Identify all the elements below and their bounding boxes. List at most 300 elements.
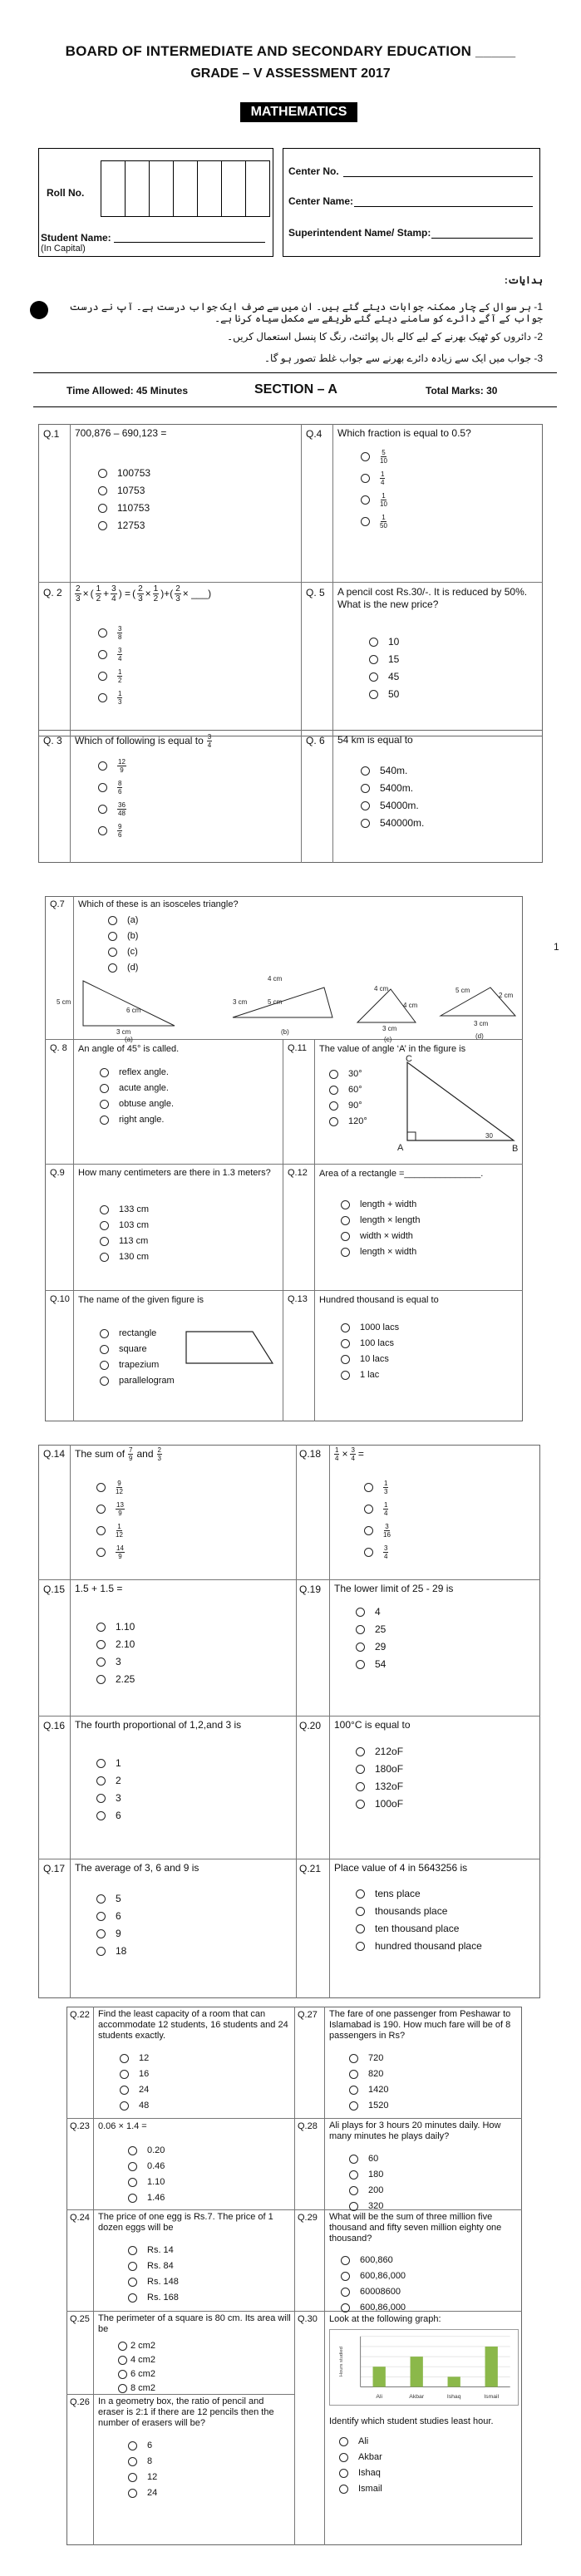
radio-circle-icon: [341, 2303, 350, 2312]
q15-option-b[interactable]: 2.10: [96, 1638, 135, 1650]
q5-option-b[interactable]: 15: [369, 653, 399, 665]
chart-bar: [373, 2367, 386, 2386]
q11-number: Q.11: [288, 1043, 308, 1053]
q6-text: 54 km is equal to: [337, 734, 413, 746]
roll-no-boxes[interactable]: [101, 160, 270, 217]
q21-number: Q.21: [299, 1863, 322, 1874]
radio-circle-icon: [96, 1794, 106, 1803]
radio-circle-icon: [98, 628, 107, 638]
q19-option-d[interactable]: 54: [356, 1658, 386, 1670]
radio-circle-icon: [341, 1200, 350, 1209]
center-name-line[interactable]: [354, 206, 533, 207]
instructions-title: ہدایات:: [504, 274, 543, 286]
q30-option-d[interactable]: Ismail: [339, 2483, 382, 2495]
svg-text:5 cm: 5 cm: [268, 998, 283, 1006]
radio-circle-icon: [96, 1759, 106, 1768]
radio-circle-icon: [356, 1765, 365, 1774]
radio-circle-icon: [120, 2086, 129, 2095]
svg-text:2 cm: 2 cm: [499, 992, 514, 999]
radio-circle-icon: [98, 504, 107, 513]
q3-option-b[interactable]: $\frac{8}{6}$: [98, 780, 126, 795]
filled-circle-example: [30, 301, 48, 319]
radio-circle-icon: [369, 638, 378, 647]
q27-option-b[interactable]: 820: [349, 2068, 388, 2080]
q22-option-a[interactable]: 12: [120, 2052, 149, 2064]
radio-circle-icon: [98, 826, 107, 835]
radio-circle-icon: [341, 2256, 350, 2265]
q26-number: Q.26: [70, 2397, 90, 2407]
q25-option-b[interactable]: 4 cm2: [118, 2354, 155, 2366]
q4-option-a[interactable]: $\frac{5}{10}$: [361, 449, 387, 465]
q7-option-d[interactable]: (d): [108, 962, 138, 973]
q29-number: Q.29: [298, 2213, 318, 2223]
q4-text: Which fraction is equal to 0.5?: [337, 427, 471, 439]
radio-circle-icon: [341, 2288, 350, 2297]
q4-option-c[interactable]: $\frac{1}{10}$: [361, 492, 387, 508]
q17-option-c[interactable]: 9: [96, 1928, 126, 1939]
radio-circle-icon: [361, 495, 370, 505]
q24-number: Q.24: [70, 2213, 90, 2223]
q12-option-a[interactable]: length + width: [341, 1199, 420, 1210]
q5-option-c[interactable]: 45: [369, 671, 399, 682]
radio-circle-icon: [98, 783, 107, 792]
radio-circle-icon: [98, 650, 107, 659]
radio-circle-icon: [118, 2342, 127, 2351]
q12-text: Area of a rectangle =_______________.: [319, 1169, 484, 1179]
radio-circle-icon: [96, 1947, 106, 1956]
chart-bar: [448, 2377, 460, 2386]
q17-option-b[interactable]: 6: [96, 1910, 126, 1922]
q24-option-a[interactable]: Rs. 14: [128, 2244, 179, 2256]
q2-option-d[interactable]: $\frac{1}{3}$: [98, 690, 122, 706]
q12-option-c[interactable]: width × width: [341, 1230, 420, 1242]
in-capital-note: (In Capital): [41, 244, 86, 254]
q17-option-a[interactable]: 5: [96, 1893, 126, 1904]
radio-circle-icon: [349, 2101, 358, 2111]
q23-text: 0.06 × 1.4 =: [98, 2121, 147, 2131]
radio-circle-icon: [349, 2155, 358, 2164]
q16-number: Q.16: [43, 1720, 66, 1731]
radio-circle-icon: [96, 1657, 106, 1667]
q13-option-b[interactable]: 100 lacs: [341, 1337, 399, 1349]
radio-circle-icon: [128, 2262, 137, 2271]
q25-text: The perimeter of a square is 80 cm. Its area will be: [98, 2313, 291, 2334]
radio-circle-icon: [96, 1640, 106, 1649]
q11-option-b[interactable]: 60°: [329, 1084, 367, 1096]
superintendent-line[interactable]: [431, 238, 533, 239]
q2-option-a[interactable]: $\frac{3}{8}$: [98, 625, 122, 641]
q25-number: Q.25: [70, 2314, 90, 2324]
radio-circle-icon: [361, 801, 370, 810]
q14-option-a[interactable]: $\frac{9}{12}$: [96, 1480, 125, 1495]
q7-option-b[interactable]: (b): [108, 930, 138, 942]
radio-circle-icon: [341, 1232, 350, 1241]
chart-x-tick-label: Ishaq: [446, 2394, 461, 2401]
radio-circle-icon: [329, 1101, 338, 1111]
q3-option-c[interactable]: $\frac{36}{48}$: [98, 801, 126, 817]
instruction-3: 3- جواب میں ایک سے زیادہ دائرے بھرنے سے جواب غلط تصور ہو گا۔: [264, 352, 543, 364]
q26-option-b[interactable]: 8: [128, 2455, 157, 2467]
q15-option-c[interactable]: 3: [96, 1656, 135, 1667]
q3-option-d[interactable]: $\frac{9}{6}$: [98, 823, 126, 839]
q18-option-d[interactable]: $\frac{3}{4}$: [364, 1544, 391, 1560]
center-name-label: Center Name:: [288, 195, 354, 207]
q10-text: The name of the given figure is: [78, 1295, 204, 1305]
q16-option-d[interactable]: 6: [96, 1810, 121, 1821]
radio-circle-icon: [341, 1323, 350, 1332]
total-marks: Total Marks: 30: [426, 385, 498, 396]
q20-option-c[interactable]: 132oF: [356, 1781, 403, 1792]
radio-circle-icon: [96, 1929, 106, 1938]
q15-option-a[interactable]: 1.10: [96, 1621, 135, 1633]
svg-text:(b): (b): [281, 1028, 289, 1036]
q7-option-c[interactable]: (c): [108, 946, 138, 958]
q23-option-c[interactable]: 1.10: [128, 2176, 165, 2188]
q27-option-a[interactable]: 720: [349, 2052, 388, 2064]
radio-circle-icon: [100, 1221, 109, 1230]
q19-text: The lower limit of 25 - 29 is: [334, 1583, 454, 1594]
q30-option-a[interactable]: Ali: [339, 2436, 382, 2447]
q9-number: Q.9: [50, 1168, 65, 1178]
radio-circle-icon: [96, 1776, 106, 1785]
q12-option-b[interactable]: length × length: [341, 1214, 420, 1226]
radio-circle-icon: [364, 1505, 373, 1514]
q18-expression: $\frac{1}{4}$ × $\frac{3}{4}$ =: [335, 1446, 364, 1462]
radio-circle-icon: [100, 1329, 109, 1338]
q13-option-a[interactable]: 1000 lacs: [341, 1322, 399, 1333]
q29-option-d[interactable]: 600,86,000: [341, 2302, 406, 2313]
radio-circle-icon: [96, 1526, 106, 1535]
q21-option-b[interactable]: thousands place: [356, 1905, 482, 1917]
q13-option-c[interactable]: 10 lacs: [341, 1353, 399, 1365]
q22-option-b[interactable]: 16: [120, 2068, 149, 2080]
q30-text: Look at the following graph:: [329, 2314, 441, 2324]
superintendent-label: Superintendent Name/ Stamp:: [288, 227, 431, 239]
svg-text:4 cm: 4 cm: [268, 975, 283, 983]
radio-circle-icon: [349, 2054, 358, 2063]
q5-option-d[interactable]: 50: [369, 688, 399, 700]
q29-option-b[interactable]: 600,86,000: [341, 2270, 406, 2282]
q26-option-c[interactable]: 12: [128, 2471, 157, 2483]
q27-option-c[interactable]: 1420: [349, 2084, 388, 2096]
svg-text:5 cm: 5 cm: [57, 998, 71, 1006]
radio-circle-icon: [128, 2178, 137, 2187]
q9-option-d[interactable]: 130 cm: [100, 1251, 149, 1263]
radio-circle-icon: [364, 1483, 373, 1492]
q18-option-a[interactable]: $\frac{1}{3}$: [364, 1480, 391, 1495]
q20-option-d[interactable]: 100oF: [356, 1798, 403, 1810]
q26-option-a[interactable]: 6: [128, 2440, 157, 2451]
radio-circle-icon: [349, 2170, 358, 2180]
q13-option-d[interactable]: 1 lac: [341, 1369, 399, 1381]
q21-option-c[interactable]: ten thousand place: [356, 1923, 482, 1934]
svg-text:4 cm: 4 cm: [403, 1002, 418, 1009]
q30-bar-chart: [329, 2329, 519, 2406]
radio-circle-icon: [356, 1924, 365, 1933]
radio-circle-icon: [120, 2054, 129, 2063]
radio-circle-icon: [339, 2437, 348, 2446]
q10-number: Q.10: [50, 1294, 70, 1304]
time-allowed: Time Allowed: 45 Minutes: [66, 385, 189, 396]
radio-circle-icon: [356, 1660, 365, 1669]
radio-circle-icon: [356, 1643, 365, 1652]
q14-number: Q.14: [43, 1448, 66, 1460]
q24-option-d[interactable]: Rs. 168: [128, 2292, 179, 2303]
q30-question: Identify which student studies least hour.: [329, 2416, 494, 2426]
instruction-2: 2- دائروں کو ٹھیک بھرنے کے لیے کالے بال پوائنٹ، رنگ کا پنسل استعمال کریں۔: [227, 331, 543, 342]
q7-option-a[interactable]: (a): [108, 914, 138, 926]
roll-no-label: Roll No.: [47, 187, 85, 199]
q23-option-d[interactable]: 1.46: [128, 2192, 165, 2204]
q8-option-a[interactable]: reflex angle.: [100, 1066, 174, 1078]
radio-circle-icon: [341, 1216, 350, 1225]
radio-circle-icon: [100, 1205, 109, 1214]
q24-option-b[interactable]: Rs. 84: [128, 2260, 179, 2272]
q25-option-a[interactable]: 2 cm2: [118, 2340, 155, 2352]
student-name-label: Student Name:: [41, 232, 111, 244]
svg-text:A: A: [397, 1143, 404, 1153]
q19-option-a[interactable]: 4: [356, 1606, 386, 1618]
q11-right-triangle-figure: [397, 1054, 522, 1154]
q5-text: A pencil cost Rs.30/-. It is reduced by 50%. What is the new price?: [337, 586, 528, 610]
q4-option-d[interactable]: $\frac{1}{50}$: [361, 514, 387, 529]
q12-option-d[interactable]: length × width: [341, 1246, 420, 1258]
q24-option-c[interactable]: Rs. 148: [128, 2276, 179, 2288]
radio-circle-icon: [349, 2070, 358, 2079]
q1-text: 700,876 – 690,123 =: [75, 427, 167, 439]
q26-text: In a geometry box, the ratio of pencil and eraser is 2:1 if there are 12 pencils then the number of erasers will be?: [98, 2396, 274, 2428]
radio-circle-icon: [118, 2384, 127, 2393]
q19-option-b[interactable]: 25: [356, 1623, 386, 1635]
q14-option-d[interactable]: $\frac{14}{9}$: [96, 1544, 125, 1560]
q10-option-d[interactable]: parallelogram: [100, 1375, 175, 1387]
q28-option-a[interactable]: 60: [349, 2153, 383, 2165]
q9-option-a[interactable]: 133 cm: [100, 1204, 149, 1215]
radio-circle-icon: [100, 1345, 109, 1354]
q21-option-d[interactable]: hundred thousand place: [356, 1940, 482, 1952]
radio-circle-icon: [339, 2485, 348, 2494]
q8-option-d[interactable]: right angle.: [100, 1114, 174, 1125]
q11-option-c[interactable]: 90°: [329, 1100, 367, 1111]
q6-number: Q. 6: [306, 735, 325, 746]
q17-text: The average of 3, 6 and 9 is: [75, 1862, 199, 1874]
radio-circle-icon: [98, 672, 107, 681]
page-number: 1: [554, 941, 559, 953]
svg-text:4 cm: 4 cm: [374, 985, 389, 992]
radio-circle-icon: [329, 1086, 338, 1095]
q26-option-d[interactable]: 24: [128, 2487, 157, 2499]
radio-circle-icon: [369, 655, 378, 664]
q13-text: Hundred thousand is equal to: [319, 1295, 439, 1305]
q16-option-a[interactable]: 1: [96, 1757, 121, 1769]
svg-text:(c): (c): [384, 1036, 392, 1043]
q6-option-b[interactable]: 5400m.: [361, 782, 424, 794]
q25-option-c[interactable]: 6 cm2: [118, 2368, 155, 2380]
q28-text: Ali plays for 3 hours 20 minutes daily. How many minutes he plays daily?: [329, 2120, 501, 2141]
center-no-line[interactable]: [343, 176, 533, 177]
radio-circle-icon: [356, 1608, 365, 1617]
q3-text: Which of following is equal to $\frac{3}{4}$: [75, 733, 212, 749]
radio-circle-icon: [128, 2473, 137, 2482]
q1-option-c[interactable]: 110753: [98, 502, 150, 514]
radio-circle-icon: [356, 1800, 365, 1809]
q27-option-d[interactable]: 1520: [349, 2100, 388, 2111]
q30-option-b[interactable]: Akbar: [339, 2451, 382, 2463]
radio-circle-icon: [349, 2086, 358, 2095]
radio-circle-icon: [98, 805, 107, 814]
svg-text:5 cm: 5 cm: [455, 987, 470, 994]
svg-text:(a): (a): [125, 1036, 133, 1043]
q6-option-a[interactable]: 540m.: [361, 765, 424, 776]
q10-option-c[interactable]: trapezium: [100, 1359, 175, 1371]
radio-circle-icon: [361, 452, 370, 461]
q1-option-b[interactable]: 10753: [98, 485, 150, 496]
q9-option-c[interactable]: 113 cm: [100, 1235, 149, 1247]
radio-circle-icon: [96, 1811, 106, 1820]
q11-option-a[interactable]: 30°: [329, 1068, 367, 1080]
q6-option-d[interactable]: 540000m.: [361, 817, 424, 829]
q5-option-a[interactable]: 10: [369, 636, 399, 648]
chart-bar: [485, 2347, 498, 2387]
q15-option-d[interactable]: 2.25: [96, 1673, 135, 1685]
radio-circle-icon: [128, 2246, 137, 2255]
q30-number: Q.30: [298, 2314, 318, 2324]
radio-circle-icon: [356, 1942, 365, 1951]
radio-circle-icon: [128, 2293, 137, 2303]
q28-option-d[interactable]: 320: [349, 2200, 383, 2212]
radio-circle-icon: [341, 1248, 350, 1257]
q21-option-a[interactable]: tens place: [356, 1888, 482, 1899]
radio-circle-icon: [100, 1100, 109, 1109]
q2-expression: $\frac{2}{3}$ × ( $\frac{1}{2}$ + $\frac{3}{4}$ ) = ( $\frac{2}{3}$ × $\frac{1}{2}$ )+( $\frac{2}{3}$ × ___): [76, 584, 212, 603]
q7-number: Q.7: [50, 899, 65, 909]
q14-option-c[interactable]: $\frac{1}{12}$: [96, 1523, 125, 1539]
q19-number: Q.19: [299, 1584, 322, 1595]
q23-option-b[interactable]: 0.46: [128, 2160, 165, 2172]
q20-option-b[interactable]: 180oF: [356, 1763, 403, 1775]
radio-circle-icon: [118, 2370, 127, 2379]
board-title: BOARD OF INTERMEDIATE AND SECONDARY EDUCATION _____: [65, 43, 516, 59]
q4-option-b[interactable]: $\frac{1}{4}$: [361, 470, 387, 486]
q13-number: Q.13: [288, 1294, 308, 1304]
q15-number: Q.15: [43, 1584, 66, 1595]
svg-text:B: B: [512, 1144, 519, 1154]
svg-text:3 cm: 3 cm: [474, 1020, 489, 1027]
radio-circle-icon: [120, 2070, 129, 2079]
q18-option-c[interactable]: $\frac{3}{16}$: [364, 1523, 391, 1539]
q1-option-d[interactable]: 12753: [98, 520, 150, 531]
q18-number: Q.18: [299, 1448, 322, 1460]
q3-number: Q. 3: [43, 735, 62, 746]
q2-number: Q. 2: [43, 587, 62, 598]
radio-circle-icon: [361, 517, 370, 526]
radio-circle-icon: [100, 1068, 109, 1077]
q16-text: The fourth proportional of 1,2,and 3 is: [75, 1719, 242, 1731]
q18-option-b[interactable]: $\frac{1}{4}$: [364, 1501, 391, 1517]
radio-circle-icon: [100, 1377, 109, 1386]
svg-text:6 cm: 6 cm: [126, 1007, 141, 1014]
subject-badge: MATHEMATICS: [240, 102, 357, 122]
radio-circle-icon: [96, 1912, 106, 1921]
radio-circle-icon: [364, 1548, 373, 1557]
radio-circle-icon: [98, 486, 107, 495]
radio-circle-icon: [128, 2194, 137, 2203]
radio-circle-icon: [341, 1371, 350, 1380]
radio-circle-icon: [98, 693, 107, 702]
q10-option-a[interactable]: rectangle: [100, 1327, 175, 1339]
radio-circle-icon: [96, 1894, 106, 1904]
q3-option-a[interactable]: $\frac{12}{9}$: [98, 758, 126, 774]
q28-number: Q.28: [298, 2121, 318, 2131]
q29-option-a[interactable]: 600,860: [341, 2254, 406, 2266]
center-info-box: [283, 148, 540, 257]
q16-option-c[interactable]: 3: [96, 1792, 121, 1804]
q17-option-d[interactable]: 18: [96, 1945, 126, 1957]
radio-circle-icon: [361, 819, 370, 828]
center-no-label: Center No.: [288, 165, 339, 177]
radio-circle-icon: [329, 1070, 338, 1079]
radio-circle-icon: [364, 1526, 373, 1535]
svg-text:3 cm: 3 cm: [382, 1025, 397, 1032]
radio-circle-icon: [339, 2453, 348, 2462]
q28-option-b[interactable]: 180: [349, 2169, 383, 2180]
student-name-line[interactable]: [114, 242, 265, 243]
q10-option-b[interactable]: square: [100, 1343, 175, 1355]
radio-circle-icon: [100, 1084, 109, 1093]
radio-circle-icon: [349, 2186, 358, 2195]
radio-circle-icon: [361, 784, 370, 793]
radio-circle-icon: [100, 1253, 109, 1262]
q23-option-a[interactable]: 0.20: [128, 2145, 165, 2156]
radio-circle-icon: [361, 766, 370, 776]
svg-text:(d): (d): [475, 1032, 484, 1040]
q22-option-d[interactable]: 48: [120, 2100, 149, 2111]
q1-option-a[interactable]: 100753: [98, 467, 150, 479]
q11-option-d[interactable]: 120°: [329, 1116, 367, 1127]
radio-circle-icon: [341, 1339, 350, 1348]
q17-number: Q.17: [43, 1863, 66, 1874]
q16-option-b[interactable]: 2: [96, 1775, 121, 1786]
q10-trapezium-figure: [185, 1328, 276, 1367]
q30-option-c[interactable]: Ishaq: [339, 2467, 382, 2479]
svg-text:C: C: [406, 1054, 412, 1064]
radio-circle-icon: [356, 1889, 365, 1899]
q8-option-c[interactable]: obtuse angle.: [100, 1098, 174, 1110]
q28-option-c[interactable]: 200: [349, 2184, 383, 2196]
q14-option-b[interactable]: $\frac{13}{9}$: [96, 1501, 125, 1517]
q8-option-b[interactable]: acute angle.: [100, 1082, 174, 1094]
radio-circle-icon: [128, 2457, 137, 2466]
q11-text: The value of angle ‘A’ in the figure is: [319, 1044, 466, 1054]
q2-option-c[interactable]: $\frac{1}{2}$: [98, 668, 122, 684]
q25-option-d[interactable]: 8 cm2: [118, 2382, 155, 2394]
radio-circle-icon: [96, 1675, 106, 1684]
radio-circle-icon: [96, 1505, 106, 1514]
q19-option-c[interactable]: 29: [356, 1641, 386, 1652]
q27-text: The fare of one passenger from Peshawar to Islamabad is 190. How much fare will be of 8 passengers in Rs?: [329, 2009, 511, 2041]
q9-option-b[interactable]: 103 cm: [100, 1219, 149, 1231]
meta-rule-bottom: [33, 406, 557, 407]
radio-circle-icon: [369, 690, 378, 699]
q6-option-c[interactable]: 54000m.: [361, 800, 424, 811]
q2-option-b[interactable]: $\frac{3}{4}$: [98, 647, 122, 662]
q24-text: The price of one egg is Rs.7. The price of 1 dozen eggs will be: [98, 2212, 273, 2233]
q29-option-c[interactable]: 60008600: [341, 2286, 406, 2298]
radio-circle-icon: [339, 2469, 348, 2478]
q20-option-a[interactable]: 212oF: [356, 1746, 403, 1757]
q22-option-c[interactable]: 24: [120, 2084, 149, 2096]
q14-text: The sum of $\frac{7}{9}$ and $\frac{2}{3}$: [75, 1446, 161, 1462]
